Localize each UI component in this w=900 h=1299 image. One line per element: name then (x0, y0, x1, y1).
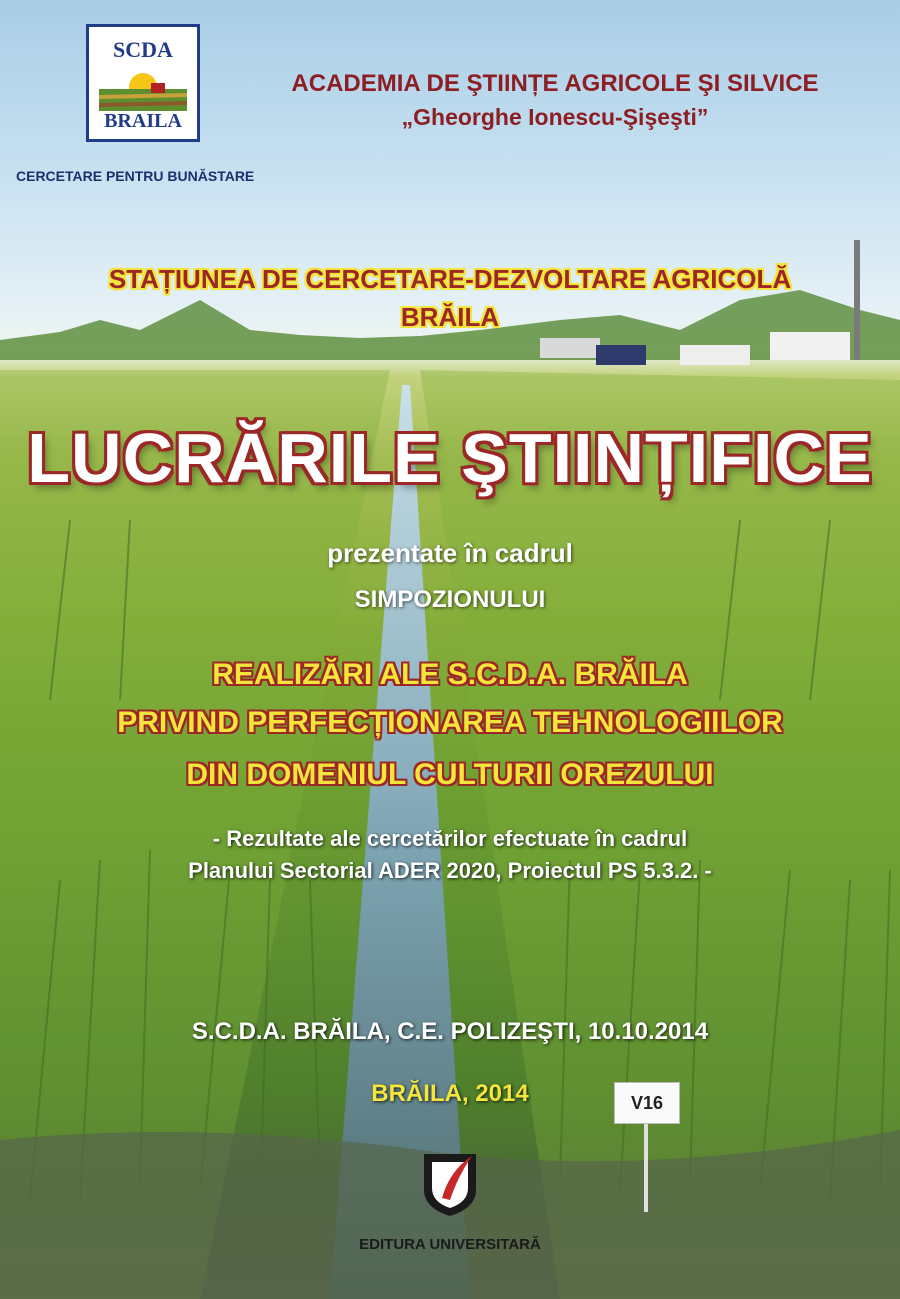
subtitle-line: Planului Sectorial ADER 2020, Proiectul PS 5.3.2. - (188, 858, 712, 883)
motto: CERCETARE PENTRU BUNĂSTARE (16, 168, 255, 184)
scda-braila-logo (86, 24, 200, 142)
academy-patron: „Gheorghe Ionescu-Şişeşti” (401, 104, 709, 130)
field-sun-logo-icon (99, 71, 187, 111)
main-title: LUCRĂRILE ŞTIINȚIFICE (27, 419, 873, 497)
logo-bottom-text: BRAILA (104, 110, 182, 132)
logo-top-text: SCDA (113, 37, 173, 62)
station-city: BRĂILA (400, 302, 500, 332)
field-plot-sign: V16 (614, 1082, 680, 1124)
topic-line: REALIZĂRI ALE S.C.D.A. BRĂILA (212, 658, 688, 691)
subtitle-line: - Rezultate ale cercetărilor efectuate în cadrul (212, 826, 688, 851)
publisher-logo-icon (420, 1150, 480, 1218)
publisher-name: EDITURA UNIVERSITARĂ (359, 1236, 541, 1253)
presented-text: prezentate în cadrul (327, 538, 573, 568)
symposium-text: SIMPOZIONULUI (354, 586, 546, 613)
place-year: BRĂILA, 2014 (371, 1080, 529, 1107)
station-name: STAȚIUNEA DE CERCETARE-DEZVOLTARE AGRICOLĂ (108, 264, 792, 294)
academy-name: ACADEMIA DE ŞTIINȚE AGRICOLE ŞI SILVICE (291, 70, 819, 97)
topic-line: DIN DOMENIUL CULTURII OREZULUI (186, 758, 714, 791)
location-date: S.C.D.A. BRĂILA, C.E. POLIZEŞTI, 10.10.2014 (191, 1018, 709, 1045)
topic-line: PRIVIND PERFECȚIONAREA TEHNOLOGIILOR (117, 706, 783, 739)
